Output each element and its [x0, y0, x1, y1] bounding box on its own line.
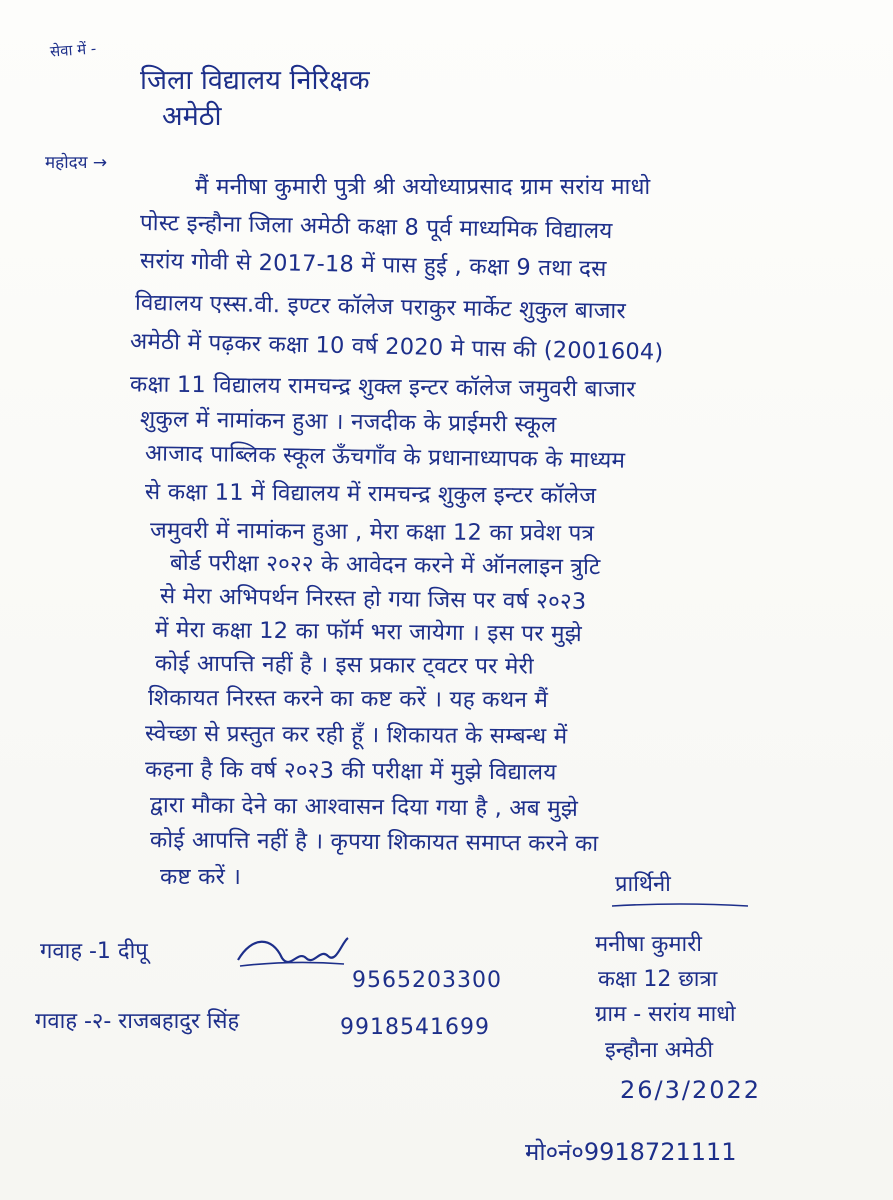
witness-2-label: गवाह -२- राजबहादुर सिंह [35, 1009, 240, 1034]
sender-class: कक्षा 12 छात्रा [598, 967, 718, 992]
body-line: सरांय गोवी से 2017-18 में पास हुई , कक्षा 9 तथा दस [139, 247, 607, 283]
body-line: में मेरा कक्षा 12 का फॉर्म भरा जायेगा । इस पर मुझे [154, 616, 583, 648]
letter-date: 26/3/2022 [620, 1076, 762, 1104]
body-line: स्वेच्छा से प्रस्तुत कर रही हूँ । शिकायत के सम्बन्ध में [144, 720, 568, 750]
closing-label: प्रार्थिनी [615, 872, 671, 897]
recipient-line-1: जिला विद्यालय निरिक्षक [140, 65, 370, 96]
body-line: शिकायत निरस्त करने का कष्ट करें । यह कथन मैं [147, 684, 549, 714]
underline-stroke [610, 900, 750, 910]
recipient-line-2: अमेठी [162, 101, 222, 132]
body-line: कोई आपत्ति नहीं है । कृपया शिकायत समाप्त करने का [149, 827, 599, 857]
body-line: से कक्षा 11 में विद्यालय में रामचन्द्र शुकुल इन्टर कॉलेज [144, 479, 597, 509]
sender-post: इन्हौना अमेठी [605, 1038, 714, 1063]
mobile-number: मो०नं०9918721111 [525, 1138, 737, 1166]
body-line: कहना है कि वर्ष २०२3 की परीक्षा में मुझे विद्यालय [144, 756, 557, 786]
body-line: पोस्ट इन्हौना जिला अमेठी कक्षा 8 पूर्व माध्यमिक विद्यालय [139, 209, 613, 245]
body-line: कोई आपत्ति नहीं है । इस प्रकार ट्वटर पर मेरी [154, 650, 534, 680]
mahoday-label: महोदय → [45, 153, 108, 173]
sender-name: मनीषा कुमारी [595, 932, 702, 957]
body-line: कष्ट करें । [160, 864, 242, 890]
witness-1-signature [232, 930, 352, 980]
body-line: विद्यालय एस्स.वी. इण्टर कॉलेज पराकुर मार्केट शुकुल बाजार [134, 289, 627, 325]
witness-1-label: गवाह -1 दीपू [40, 939, 148, 964]
salutation-to: सेवा में - [49, 39, 97, 61]
body-line: से मेरा अभिपर्थन निरस्त हो गया जिस पर वर्ष २०२3 [159, 583, 587, 615]
body-line: द्वारा मौका देने का आश्वासन दिया गया है , अब मुझे [149, 792, 579, 822]
witness-2-phone: 9918541699 [340, 1015, 490, 1040]
body-line: बोर्ड परीक्षा २०२२ के आवेदन करने में ऑनलाइन त्रुटि [169, 549, 601, 581]
body-line: आजाद पाब्लिक स्कूल ऊँचगाँव के प्रधानाध्यापक के माध्यम [144, 440, 626, 474]
body-line: अमेठी में पढ़कर कक्षा 10 वर्ष 2020 मे पास की (2001604) [129, 328, 664, 366]
body-line: शुकुल में नामांकन हुआ । नजदीक के प्राईमरी स्कूल [139, 406, 557, 438]
sender-village: ग्राम - सरांय माधो [595, 1002, 736, 1027]
body-line: मैं मनीषा कुमारी पुत्री श्री अयोध्याप्रसाद ग्राम सरांय माधो [195, 174, 651, 200]
witness-1-phone: 9565203300 [352, 968, 502, 993]
body-line: कक्षा 11 विद्यालय रामचन्द्र शुक्ल इन्टर कॉलेज जमुवरी बाजार [129, 371, 636, 403]
body-line: जमुवरी में नामांकन हुआ , मेरा कक्षा 12 का प्रवेश पत्र [149, 517, 595, 547]
